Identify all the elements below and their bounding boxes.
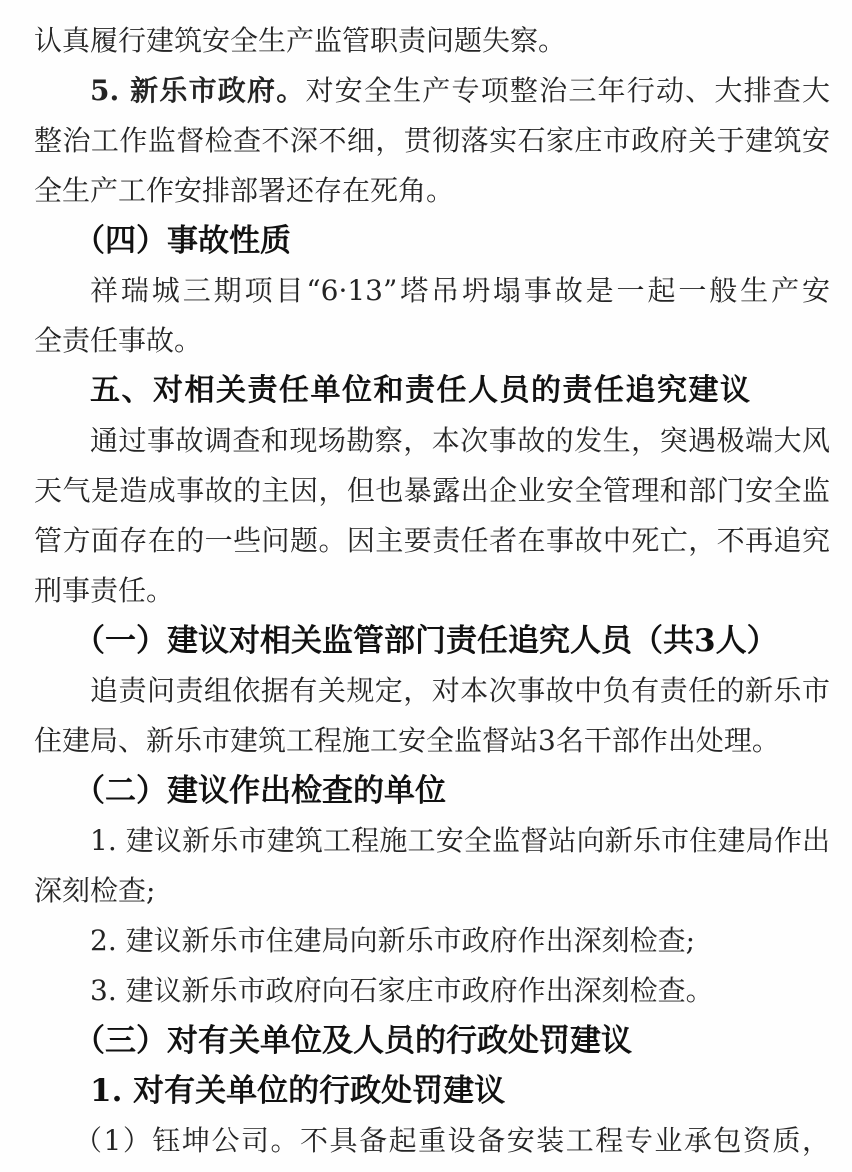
- paragraph-line-item-1: [34, 816, 830, 866]
- bold-text-run: （二）建议作出检查的单位: [74, 773, 446, 809]
- text-run: 追责问责组依据有关规定，对本次事故中负有责任的新乐市: [90, 674, 830, 707]
- bold-text-run: （三）对有关单位及人员的行政处罚建议: [74, 1023, 632, 1059]
- paragraph-line: [34, 266, 830, 316]
- text-run: 全生产工作安排部署还存在死角。: [34, 174, 455, 207]
- text-run: 祥瑞城三期项目“6·13”塔吊坍塌事故是一起一般生产安: [90, 274, 830, 307]
- bold-text-run: 五、对相关责任单位和责任人员的责任追究建议: [90, 373, 752, 408]
- text-run: 刑事责任。: [34, 574, 175, 607]
- paragraph-line: [34, 116, 830, 166]
- text-run: 认真履行建筑安全生产监管职责问题失察。: [34, 24, 567, 57]
- paragraph-line: [34, 466, 830, 516]
- text-run: 全责任事故。: [34, 324, 203, 357]
- text-run: 通过事故调查和现场勘察，本次事故的发生，突遇极端大风: [90, 424, 830, 457]
- text-run: 2. 建议新乐市住建局向新乐市政府作出深刻检查;: [90, 924, 696, 957]
- paragraph-line-yukun-company: [34, 1116, 830, 1166]
- text-run: 对安全生产专项整治三年行动、大排查大: [305, 74, 830, 107]
- bold-text-run: 5. 新乐市政府。: [90, 74, 306, 107]
- paragraph-line-item-3: [34, 966, 830, 1016]
- text-run: （1）钰坤公司。不具备起重设备安装工程专业承包资质，: [74, 1124, 830, 1157]
- paragraph-line: [34, 416, 830, 466]
- paragraph-line-item-2: [34, 916, 830, 966]
- text-run: 管方面存在的一些问题。因主要责任者在事故中死亡，不再追究: [34, 524, 830, 557]
- heading-accountability-personnel: [34, 616, 830, 666]
- paragraph-line: [34, 516, 830, 566]
- text-run: 3. 建议新乐市政府向石家庄市政府作出深刻检查。: [90, 974, 714, 1007]
- bold-text-run: （四）事故性质: [74, 223, 291, 259]
- heading-unit-penalty: [34, 1066, 830, 1116]
- heading-accident-nature: [34, 216, 830, 266]
- paragraph-line: [34, 16, 830, 66]
- text-run: 1. 建议新乐市建筑工程施工安全监督站向新乐市住建局作出: [90, 824, 830, 857]
- bold-text-run: （一）建议对相关监管部门责任追究人员（共3人）: [74, 623, 778, 659]
- paragraph-line: [34, 716, 830, 766]
- paragraph-line: [34, 866, 830, 916]
- paragraph-line: [34, 316, 830, 366]
- text-run: 住建局、新乐市建筑工程施工安全监督站3名干部作出处理。: [34, 724, 780, 757]
- text-run: 深刻检查;: [34, 874, 156, 907]
- heading-units-self-inspection: [34, 766, 830, 816]
- text-run: 天气是造成事故的主因，但也暴露出企业安全管理和部门安全监: [34, 474, 830, 507]
- paragraph-line-xinle-government: [34, 66, 830, 116]
- heading-section-five: [34, 366, 830, 416]
- paragraph-line: [34, 666, 830, 716]
- paragraph-line: [34, 166, 830, 216]
- paragraph-line: [34, 566, 830, 616]
- text-run: 整治工作监督检查不深不细，贯彻落实石家庄市政府关于建筑安: [34, 124, 830, 157]
- bold-text-run: 1. 对有关单位的行政处罚建议: [90, 1073, 506, 1109]
- heading-admin-penalty: [34, 1016, 830, 1066]
